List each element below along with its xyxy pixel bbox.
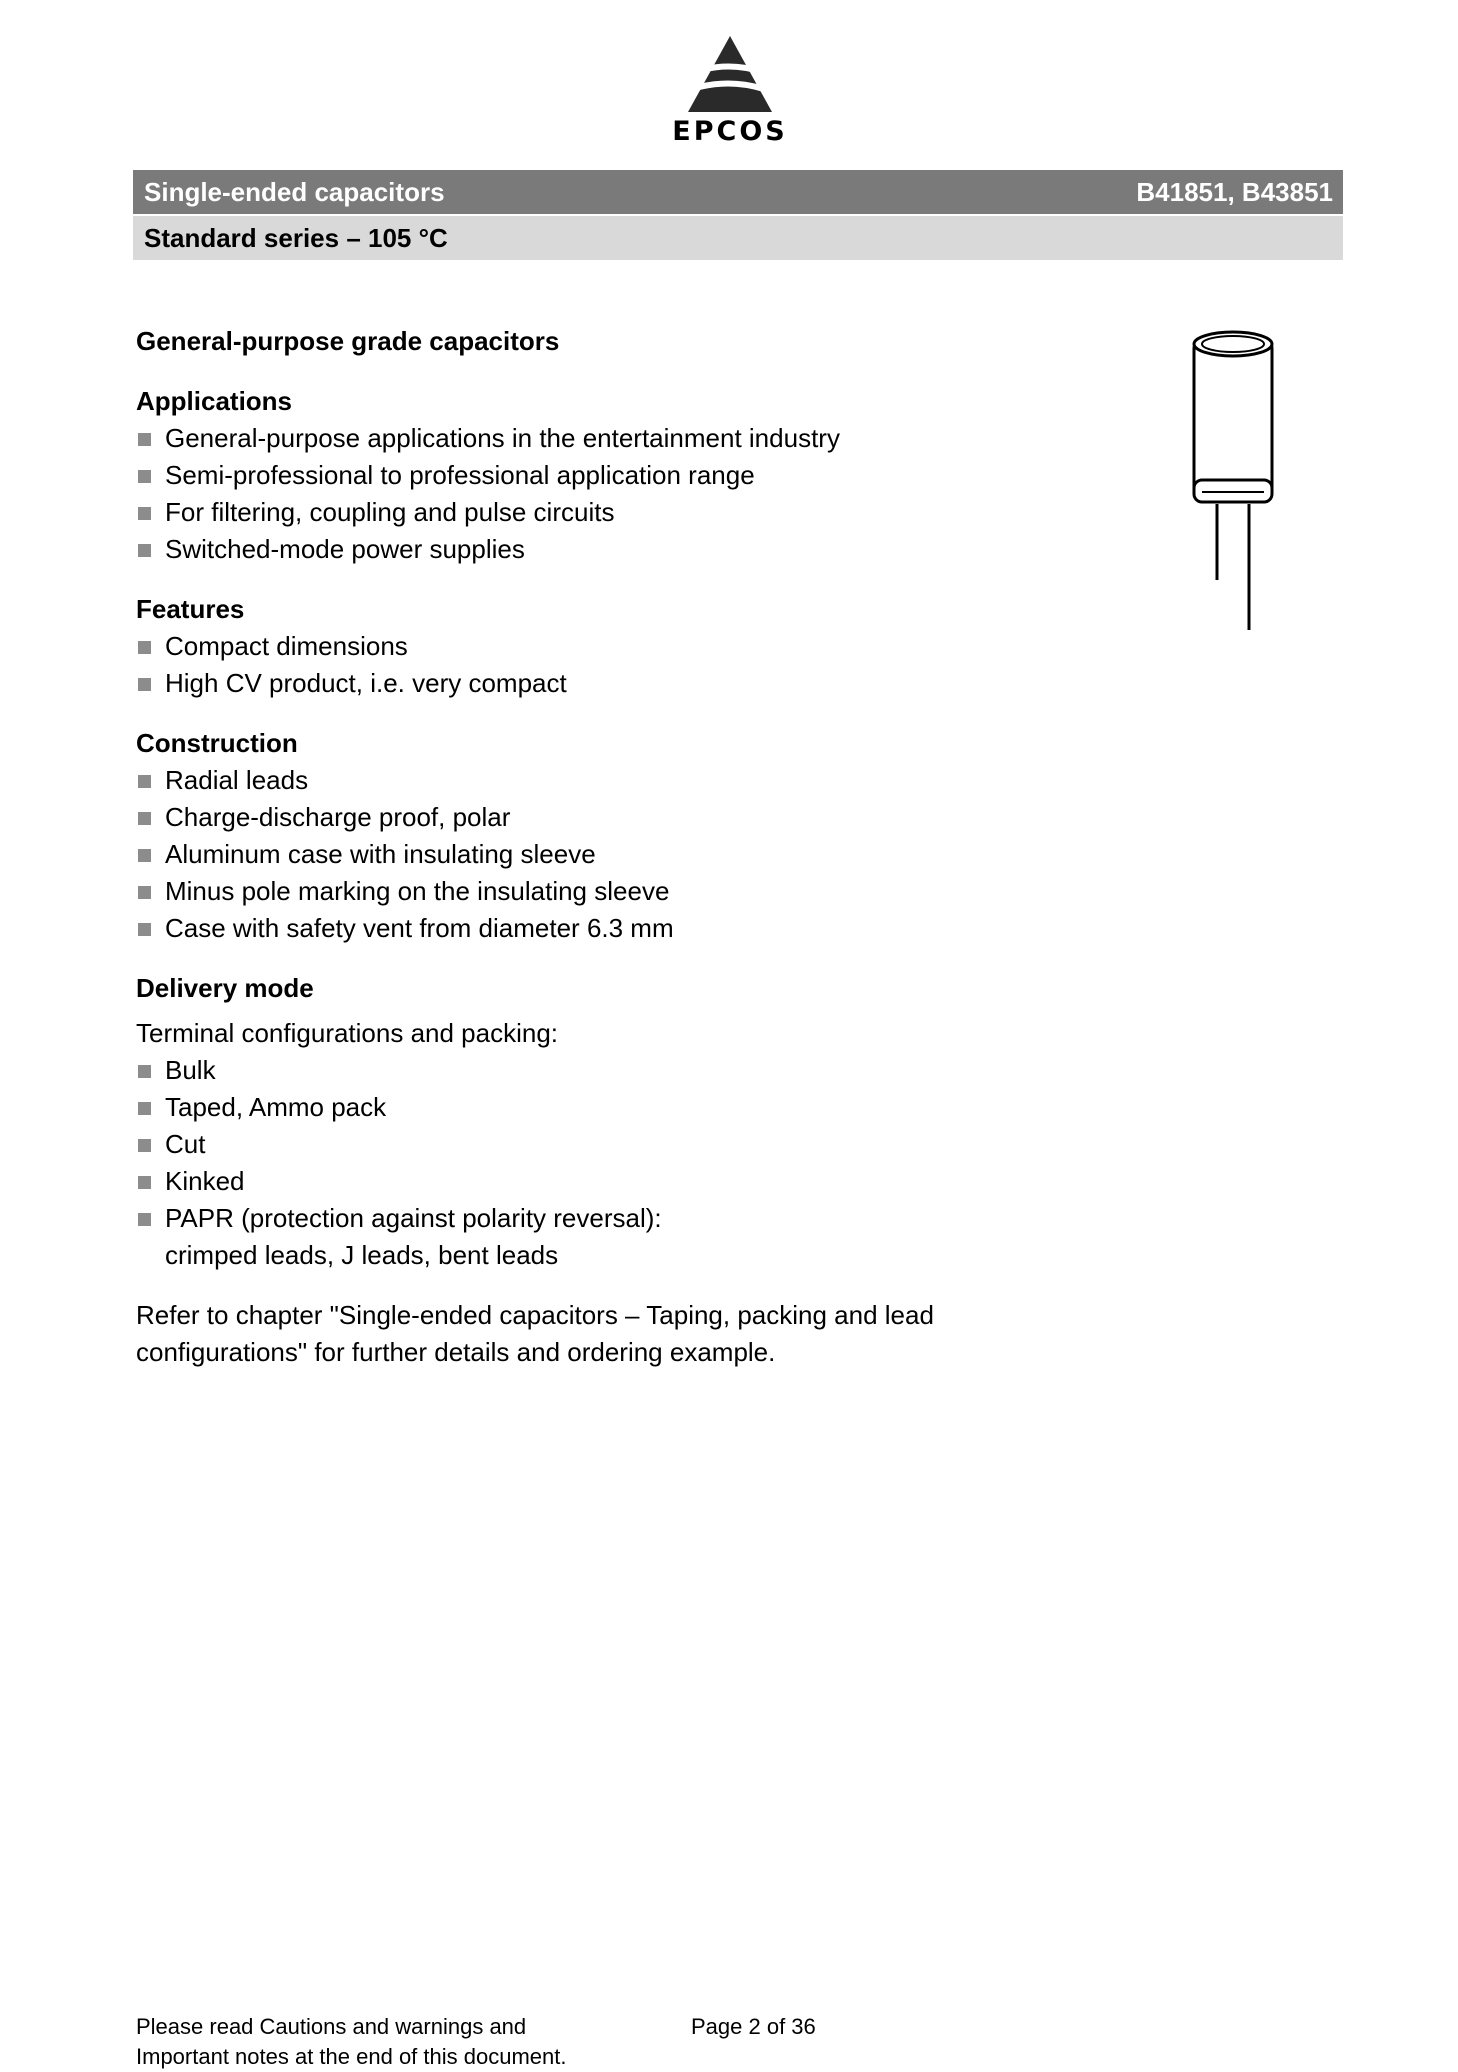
features-heading: Features — [136, 594, 245, 624]
bullet-icon — [138, 544, 151, 557]
epcos-triangle-icon — [670, 34, 790, 116]
bullet-icon — [138, 886, 151, 899]
delivery-lead: Terminal configurations and packing: — [136, 1018, 559, 1048]
list-item: Minus pole marking on the insulating sleeve — [136, 873, 996, 910]
list-item: For filtering, coupling and pulse circuits — [136, 494, 996, 531]
footer-line1: Please read Cautions and warnings and — [136, 2014, 527, 2039]
refer-paragraph: Refer to chapter "Single-ended capacitors – Taping, packing and lead configurations" for further details and ordering example. — [136, 1300, 934, 1367]
list-item: General-purpose applications in the entertainment industry — [136, 420, 996, 457]
list-item: PAPR (protection against polarity reversal): crimped leads, J leads, bent leads — [136, 1200, 996, 1274]
bullet-icon — [138, 470, 151, 483]
bullet-icon — [138, 1065, 151, 1078]
list-item: Kinked — [136, 1163, 996, 1200]
bullet-icon — [138, 849, 151, 862]
construction-list — [136, 762, 996, 947]
series-title: Standard series – 105 °C — [144, 222, 448, 253]
list-item: Cut — [136, 1126, 996, 1163]
bullet-icon — [138, 923, 151, 936]
list-item: Semi-professional to professional application range — [136, 457, 996, 494]
bullet-icon — [138, 1102, 151, 1115]
bullet-icon — [138, 1139, 151, 1152]
bullet-icon — [138, 433, 151, 446]
delivery-list — [136, 1052, 996, 1274]
logo-text: EPCOS — [672, 116, 788, 147]
footer-line2: Important notes at the end of this document. — [136, 2044, 567, 2069]
list-item: Charge-discharge proof, polar — [136, 799, 996, 836]
subheader-bar — [133, 216, 1343, 260]
bullet-icon — [138, 812, 151, 825]
delivery-heading: Delivery mode — [136, 973, 314, 1003]
main-content — [136, 323, 996, 1371]
epcos-logo — [670, 34, 790, 146]
construction-heading: Construction — [136, 728, 298, 758]
bullet-icon — [138, 1213, 151, 1226]
bullet-icon — [138, 775, 151, 788]
list-item: Bulk — [136, 1052, 996, 1089]
bullet-icon — [138, 678, 151, 691]
list-item: Radial leads — [136, 762, 996, 799]
capacitor-icon — [1188, 330, 1278, 630]
header-bar — [133, 170, 1343, 214]
list-item: Aluminum case with insulating sleeve — [136, 836, 996, 873]
applications-heading: Applications — [136, 386, 293, 416]
list-item: Case with safety vent from diameter 6.3 mm — [136, 910, 996, 947]
bullet-icon — [138, 641, 151, 654]
list-item: Taped, Ammo pack — [136, 1089, 996, 1126]
footer-notice — [136, 2012, 566, 2072]
bullet-icon — [138, 1176, 151, 1189]
list-item: High CV product, i.e. very compact — [136, 665, 996, 702]
features-list — [136, 628, 996, 702]
bullet-icon — [138, 507, 151, 520]
list-item: Compact dimensions — [136, 628, 996, 665]
part-numbers: B41851, B43851 — [1136, 176, 1333, 207]
applications-list — [136, 420, 996, 568]
intro-heading: General-purpose grade capacitors — [136, 326, 560, 356]
document-title: Single-ended capacitors — [144, 176, 445, 207]
page-number: Page 2 of 36 — [691, 2014, 816, 2039]
list-item: Switched-mode power supplies — [136, 531, 996, 568]
